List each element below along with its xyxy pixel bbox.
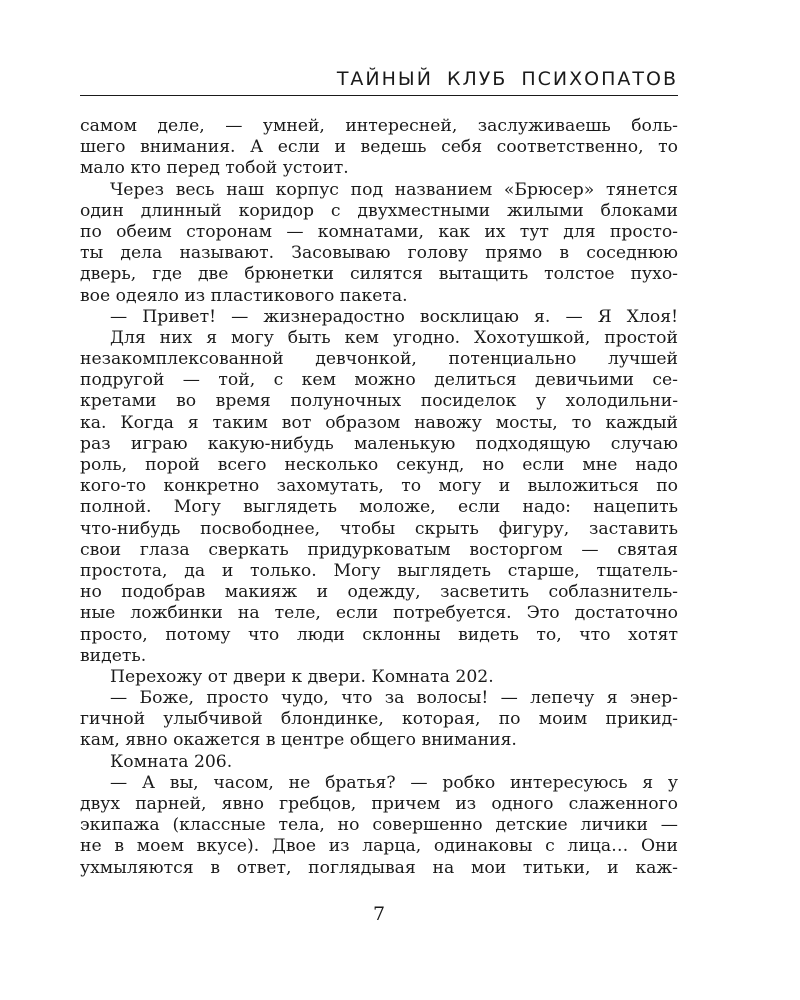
text-line: что-нибудь посвободнее, чтобы скрыть фигуру, заставить (80, 518, 678, 539)
text-line: ухмыляются в ответ, поглядывая на мои титьки, и каж- (80, 857, 678, 878)
text-line: незакомплексованной девчонкой, потенциально лучшей (80, 349, 678, 370)
text-line: Через весь наш корпус под названием «Брюсер» тянется (110, 179, 678, 200)
text-line: кам, явно окажется в центре общего внимания. (80, 730, 517, 751)
text-line: мало кто перед тобой устоит. (80, 158, 349, 179)
text-line: подругой — той, с кем можно делиться девичьими се- (80, 370, 678, 391)
text-line: видеть. (80, 645, 147, 666)
text-line: дверь, где две брюнетки силятся вытащить толстое пухо- (80, 264, 678, 285)
text-line: простота, да и только. Могу выглядеть старше, тщатель- (80, 560, 678, 581)
text-line: ка. Когда я таким вот образом навожу мосты, то каждый (80, 412, 678, 433)
text-line: кого-то конкретно захомутать, то могу и выложиться по (80, 476, 678, 497)
text-line: раз играю какую-нибудь маленькую подходящую случаю (80, 433, 678, 454)
text-line: самом деле, — умней, интересней, заслуживаешь боль- (80, 116, 678, 136)
header-rule (80, 95, 678, 96)
text-line: роль, порой всего несколько секунд, но если мне надо (80, 455, 678, 475)
text-line: один длинный коридор с двухместными жилыми блоками (80, 200, 678, 221)
text-line: — А вы, часом, не братья? — робко интересуюсь я у (110, 772, 678, 793)
text-line: Для них я могу быть кем угодно. Хохотушкой, простой (110, 327, 678, 348)
text-line: — Привет! — жизнерадостно восклицаю я. — Я Хлоя! (110, 306, 678, 327)
page-number: 7 (372, 903, 386, 925)
text-line: ты дела называют. Засовываю голову прямо в соседнюю (80, 243, 678, 264)
text-line: гичной улыбчивой блондинке, которая, по моим прикид- (80, 709, 678, 730)
text-line: Перехожу от двери к двери. Комната 202. (110, 666, 494, 687)
text-line: двух парней, явно гребцов, причем из одного слаженного (80, 794, 678, 814)
body-text (80, 116, 678, 879)
text-line: шего внимания. А если и ведешь себя соответственно, то (80, 137, 678, 158)
text-line: но подобрав макияж и одежду, засветить соблазнитель- (80, 582, 678, 603)
text-line: вое одеяло из пластикового пакета. (80, 285, 408, 306)
text-line: не в моем вкусе). Двое из ларца, одинаковы с лица… Они (80, 836, 678, 857)
text-line: полной. Могу выглядеть моложе, если надо: нацепить (80, 497, 678, 518)
text-line: свои глаза сверкать придурковатым восторгом — святая (80, 539, 678, 560)
running-head: ТАЙНЫЙ КЛУБ ПСИХОПАТОВ (336, 68, 678, 90)
text-line: кретами во время полуночных посиделок у холодильни- (80, 391, 678, 412)
text-line: по обеим сторонам — комнатами, как их тут для просто- (80, 221, 678, 242)
text-line: просто, потому что люди склонны видеть то, что хотят (80, 624, 678, 645)
text-line: экипажа (классные тела, но совершенно детские личики — (80, 815, 678, 836)
text-line: ные ложбинки на теле, если потребуется. Это достаточно (80, 603, 678, 624)
text-line: Комната 206. (110, 751, 233, 772)
text-line: — Боже, просто чудо, что за волосы! — лепечу я энер- (110, 688, 678, 709)
